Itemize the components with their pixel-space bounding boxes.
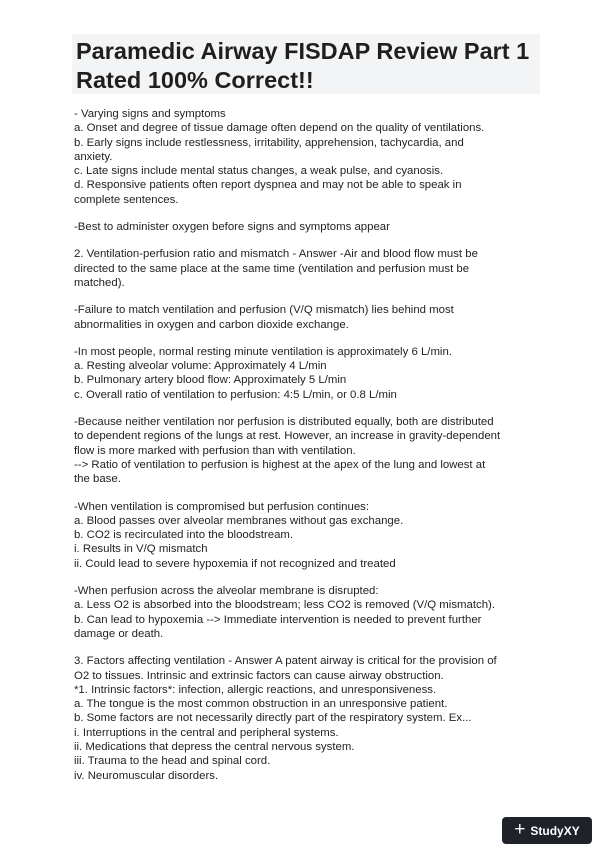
text-line: c. Late signs include mental status changes, a weak pulse, and cyanosis. <box>74 165 444 178</box>
text-line: a. Less O2 is absorbed into the bloodstream; less CO2 is removed (V/Q mismatch). <box>74 599 495 612</box>
text-line: b. CO2 is recirculated into the bloodstream. <box>74 529 294 542</box>
text-line: -Failure to match ventilation and perfusion (V/Q mismatch) lies behind most <box>74 304 454 317</box>
paragraph <box>74 107 544 207</box>
paragraph <box>74 220 544 234</box>
text-line: i. Interruptions in the central and peripheral systems. <box>74 726 339 739</box>
page-title: Paramedic Airway FISDAP Review Part 1 Rated 100% Correct!! <box>76 38 530 93</box>
paragraph <box>74 345 544 402</box>
text-line: b. Can lead to hypoxemia --> Immediate intervention is needed to prevent further <box>74 613 482 626</box>
text-line: -When ventilation is compromised but perfusion continues: <box>74 500 370 513</box>
text-line: -In most people, normal resting minute ventilation is approximately 6 L/min. <box>74 345 452 358</box>
text-line: c. Overall ratio of ventilation to perfusion: 4:5 L/min, or 0.8 L/min <box>74 388 397 401</box>
text-line: iv. Neuromuscular disorders. <box>74 769 219 782</box>
text-line: 3. Factors affecting ventilation - Answer A patent airway is critical for the provision of <box>74 655 497 668</box>
text-line: -When perfusion across the alveolar membrane is disrupted: <box>74 585 379 598</box>
text-line: a. Blood passes over alveolar membranes without gas exchange. <box>74 514 404 527</box>
text-line: b. Some factors are not necessarily directly part of the respiratory system. Ex... <box>74 712 472 725</box>
text-line: damage or death. <box>74 627 164 640</box>
text-line: - Varying signs and symptoms <box>74 108 226 120</box>
document-body <box>74 107 544 796</box>
text-line: b. Pulmonary artery blood flow: Approximately 5 L/min <box>74 374 347 387</box>
paragraph <box>74 303 544 332</box>
text-line: b. Early signs include restlessness, irritability, apprehension, tachycardia, and <box>74 136 464 149</box>
text-line: 2. Ventilation-perfusion ratio and mismatch - Answer -Air and blood flow must be <box>74 248 478 261</box>
text-line: the base. <box>74 473 121 486</box>
plus-icon: + <box>514 819 526 840</box>
text-line: a. Onset and degree of tissue damage often depend on the quality of ventilations. <box>74 122 485 135</box>
text-line: complete sentences. <box>74 193 179 206</box>
text-line: i. Results in V/Q mismatch <box>74 543 208 556</box>
text-line: anxiety. <box>74 150 113 163</box>
text-line: a. The tongue is the most common obstruction in an unresponsive patient. <box>74 698 448 711</box>
text-line: O2 to tissues. Intrinsic and extrinsic factors can cause airway obstruction. <box>74 669 444 682</box>
paragraph <box>74 415 544 486</box>
text-line: *1. Intrinsic factors*: infection, allergic reactions, and unresponsiveness. <box>74 683 437 696</box>
text-line: d. Responsive patients often report dyspnea and may not be able to speak in <box>74 179 462 192</box>
text-line: directed to the same place at the same time (ventilation and perfusion must be <box>74 262 470 275</box>
text-line: abnormalities in oxygen and carbon dioxide exchange. <box>74 318 349 331</box>
title-banner <box>72 34 540 94</box>
brand-label: StudyXY <box>530 823 580 838</box>
text-line: -Best to administer oxygen before signs and symptoms appear <box>74 221 390 234</box>
studyxy-badge[interactable] <box>502 817 592 844</box>
paragraph <box>74 584 544 641</box>
paragraph <box>74 500 544 571</box>
paragraph <box>74 654 544 783</box>
text-line: iii. Trauma to the head and spinal cord. <box>74 755 271 768</box>
text-line: a. Resting alveolar volume: Approximately 4 L/min <box>74 360 327 373</box>
text-line: -Because neither ventilation nor perfusion is distributed equally, both are distributed <box>74 416 494 429</box>
text-line: --> Ratio of ventilation to perfusion is highest at the apex of the lung and lowest at <box>74 458 486 471</box>
paragraph <box>74 247 544 290</box>
text-line: to dependent regions of the lungs at rest. However, an increase in gravity-dependent <box>74 430 501 443</box>
text-line: flow is more marked with perfusion than with ventilation. <box>74 444 356 457</box>
text-line: matched). <box>74 276 125 289</box>
text-line: ii. Medications that depress the central nervous system. <box>74 740 355 753</box>
text-line: ii. Could lead to severe hypoxemia if not recognized and treated <box>74 557 396 570</box>
